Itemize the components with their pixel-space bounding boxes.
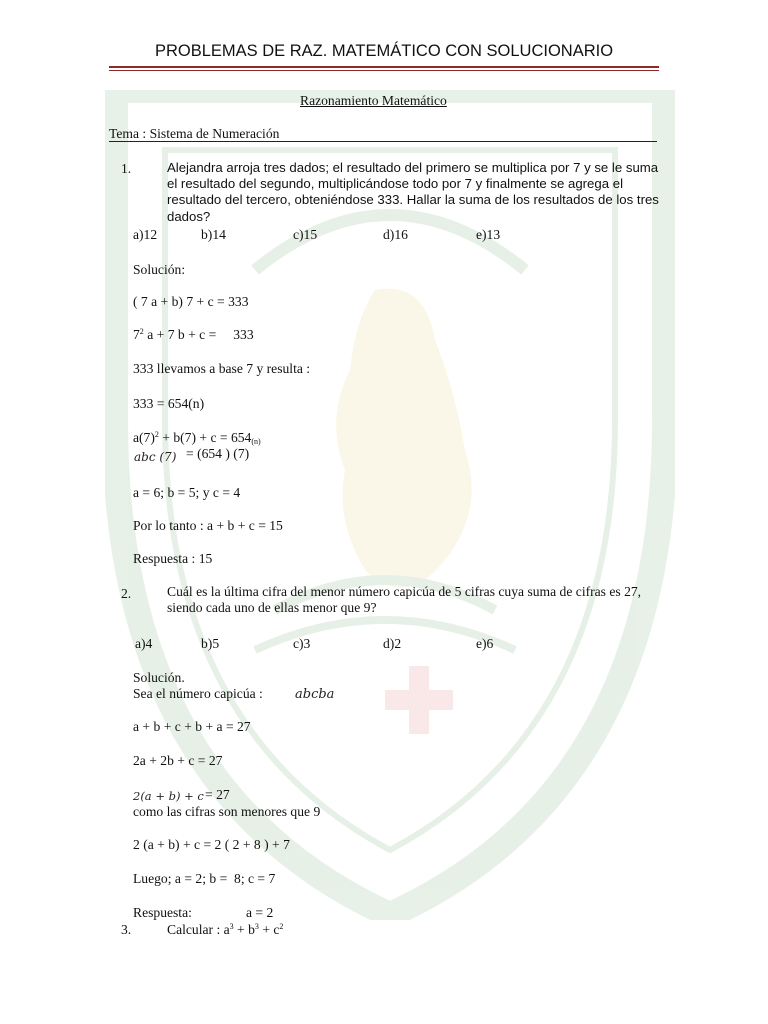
- subject-title: Razonamiento Matemático: [300, 93, 447, 108]
- problem-1-equation-image-left: abc (7): [134, 450, 177, 464]
- problem-1-step-5: $a(7)^2 + b(7) + c = 654_{(n)}$: [133, 430, 261, 446]
- problem-1-solution-label: Solución:: [133, 262, 186, 277]
- problem-2-number: 2.: [121, 586, 132, 601]
- problem-2-option-a: a)4: [135, 636, 153, 651]
- problem-1-option-b: b)14: [201, 227, 226, 242]
- problem-1-step-1: ( 7 a + b) 7 + c = 333: [133, 294, 249, 309]
- document-header-title: PROBLEMAS DE RAZ. MATEMÁTICO CON SOLUCIONARIO: [154, 42, 614, 60]
- problem-1-step-7: a = 6; b = 5; y c = 4: [133, 485, 241, 500]
- problem-2-solution-label: Solución.: [133, 670, 185, 685]
- problem-1-answer: Respuesta : 15: [133, 551, 213, 566]
- problem-2-step-1: Sea el número capicúa :: [133, 686, 263, 701]
- problem-3-number: 3.: [121, 922, 132, 937]
- problem-1-option-e: e)13: [476, 227, 501, 242]
- problem-1-step-2: $7^2$ a + 7 b + c = 333: [133, 327, 254, 342]
- problem-1-step-8: Por lo tanto : a + b + c = 15: [133, 518, 283, 533]
- problem-2-step-3: 2a + 2b + c = 27: [133, 753, 223, 768]
- problem-2-option-b: b)5: [201, 636, 220, 651]
- problem-2-step-2: a + b + c + b + a = 27: [133, 719, 251, 734]
- problem-2-step-5: como las cifras son menores que 9: [133, 804, 321, 819]
- problem-1-step-4: 333 = 654(n): [133, 396, 205, 411]
- problem-1-step-3: 333 llevamos a base 7 y resulta :: [133, 361, 311, 376]
- problem-2-option-c: c)3: [293, 636, 311, 651]
- problem-1-text: Alejandra arroja tres dados; el resultado del primero se multiplica por 7 y se le suma el resultado del segundo, multiplicándose todo por 7 y finalmente se agrega el resultado del tercero, obteniéndose 333. Hallar la suma de los resultados de los tres dados?: [167, 160, 659, 224]
- problem-1-equation-image-right: = (654 ) (7): [186, 446, 250, 461]
- header-rule-thin: [109, 70, 659, 71]
- problem-2-step-7: Luego; a = 2; b = 8; c = 7: [133, 871, 276, 886]
- problem-2-equation-image: 2(a + b) + c: [133, 789, 204, 803]
- problem-2-step-6: 2 (a + b) + c = 2 ( 2 + 8 ) + 7: [133, 837, 290, 852]
- problem-2-answer-label: Respuesta:: [133, 905, 192, 920]
- problem-1-number: 1.: [121, 161, 132, 176]
- topic-heading: Tema : Sistema de Numeración: [109, 126, 280, 141]
- problem-1-option-a: a)12: [133, 227, 158, 242]
- problem-2-capicua-image: abcba: [295, 687, 335, 702]
- topic-divider: [109, 141, 657, 142]
- header-rule: [109, 66, 659, 68]
- problem-2-text: Cuál es la última cifra del menor número capicúa de 5 cifras cuya suma de cifras es 27, siendo cada uno de ellas menor que 9?: [167, 584, 642, 616]
- problem-3-text: Calcular : $a^3 + b^3 + c^2$: [167, 922, 284, 937]
- problem-1-option-d: d)16: [383, 227, 408, 242]
- problem-2-option-e: e)6: [476, 636, 494, 651]
- problem-2-answer-value: a = 2: [246, 905, 274, 920]
- problem-2-step-4: = 27: [205, 787, 230, 802]
- problem-1-option-c: c)15: [293, 227, 318, 242]
- problem-2-option-d: d)2: [383, 636, 402, 651]
